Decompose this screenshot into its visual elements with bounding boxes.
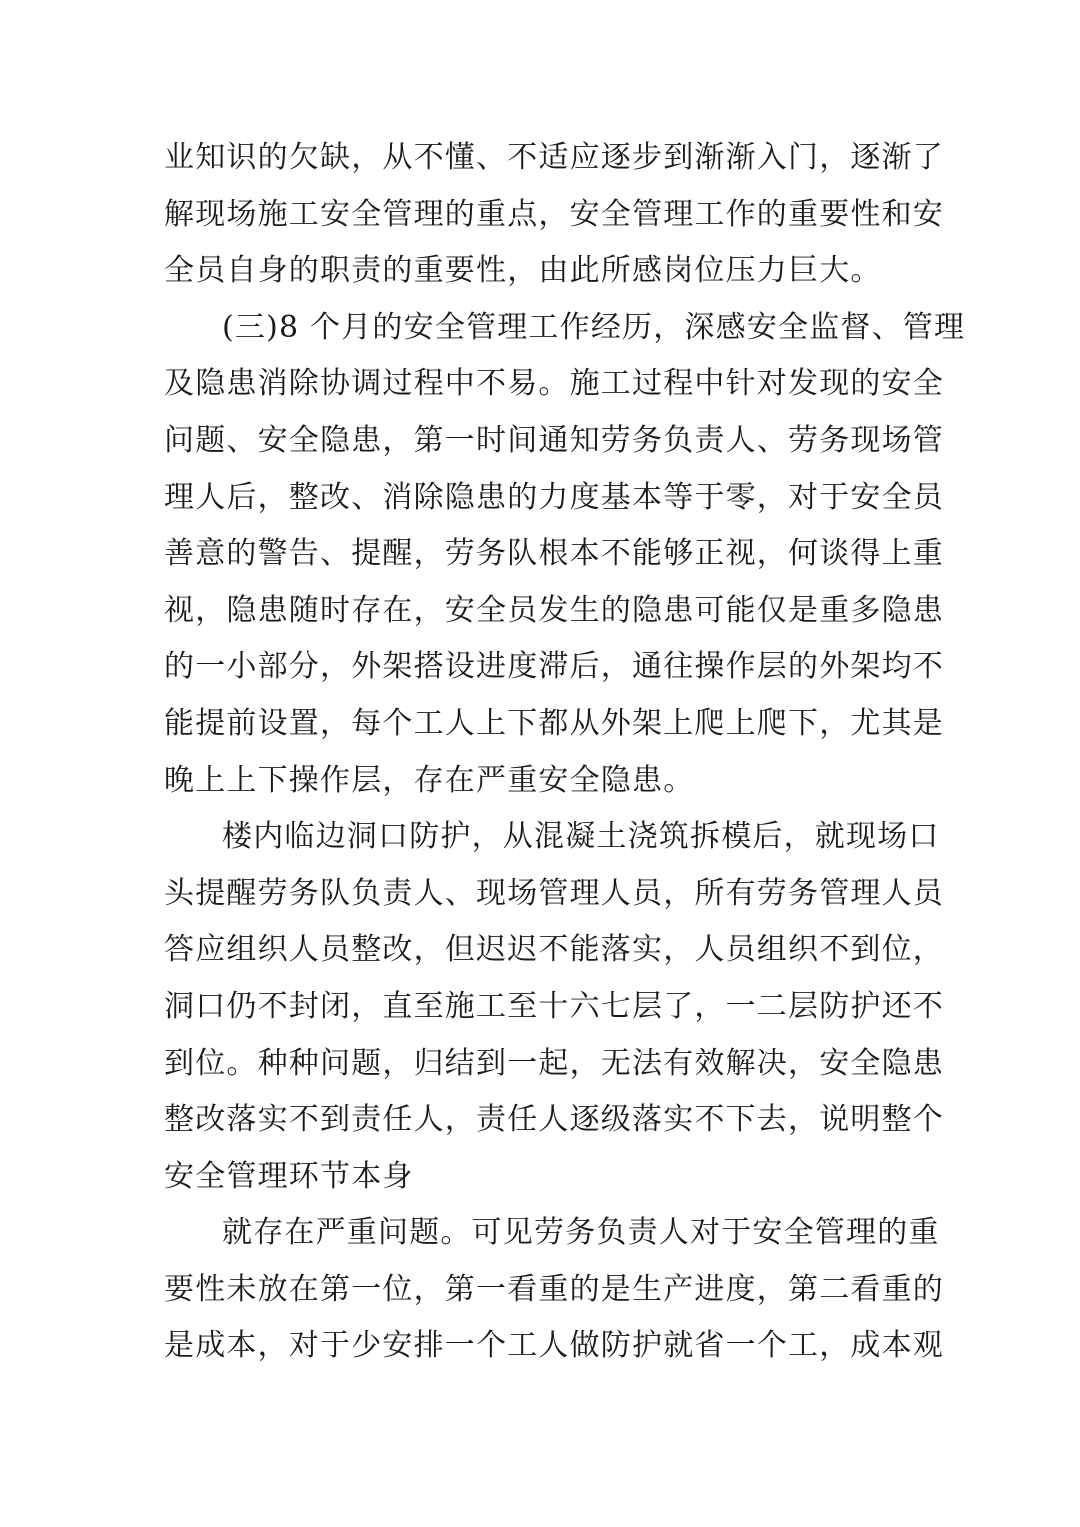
text-line: 能提前设置，每个工人上下都从外架上爬上爬下，尤其是 — [164, 705, 944, 741]
text-line: 问题、安全隐患，第一时间通知劳务负责人、劳务现场管 — [164, 422, 944, 458]
paragraph-2 — [164, 300, 966, 809]
paragraph-4 — [164, 1205, 944, 1375]
text-line: 善意的警告、提醒，劳务队根本不能够正视，何谈得上重 — [164, 536, 944, 572]
text-line: 业知识的欠缺，从不懂、不适应逐步到渐渐入门，逐渐了 — [164, 140, 944, 175]
paragraph-1 — [164, 130, 944, 300]
text-line: 的一小部分，外架搭设进度滞后，通往操作层的外架均不 — [164, 649, 944, 685]
text-line: 全员自身的职责的重要性，由此所感岗位压力巨大。 — [164, 253, 882, 289]
text-line: 到位。种种问题，归结到一起，无法有效解决，安全隐患 — [164, 1045, 944, 1081]
text-line: 理人后，整改、消除隐患的力度基本等于零，对于安全员 — [164, 479, 944, 515]
text-line: 是成本，对于少安排一个工人做防护就省一个工，成本观 — [164, 1328, 944, 1364]
text-line: 就存在严重问题。可见劳务负责人对于安全管理的重 — [222, 1215, 940, 1251]
text-line: 晚上上下操作层，存在严重安全隐患。 — [164, 762, 695, 798]
text-line: 解现场施工安全管理的重点，安全管理工作的重要性和安 — [164, 196, 944, 232]
paragraph-3 — [164, 809, 944, 1205]
text-line: 头提醒劳务队负责人、现场管理人员，所有劳务管理人员 — [164, 875, 944, 911]
document-body — [164, 130, 966, 1375]
text-line: 及隐患消除协调过程中不易。施工过程中针对发现的安全 — [164, 366, 944, 402]
text-line: 要性未放在第一位，第一看重的是生产进度，第二看重的 — [164, 1271, 944, 1307]
text-line: 整改落实不到责任人，责任人逐级落实不下去，说明整个 — [164, 1102, 944, 1138]
text-line: (三)8 个月的安全管理工作经历，深感安全监督、管理 — [222, 309, 966, 345]
text-line: 安全管理环节本身 — [164, 1158, 414, 1194]
text-line: 洞口仍不封闭，直至施工至十六七层了，一二层防护还不 — [164, 988, 944, 1024]
text-line: 楼内临边洞口防护，从混凝土浇筑拆模后，就现场口 — [222, 819, 940, 855]
text-line: 视，隐患随时存在，安全员发生的隐患可能仅是重多隐患 — [164, 592, 944, 628]
text-line: 答应组织人员整改，但迟迟不能落实，人员组织不到位， — [164, 932, 944, 968]
